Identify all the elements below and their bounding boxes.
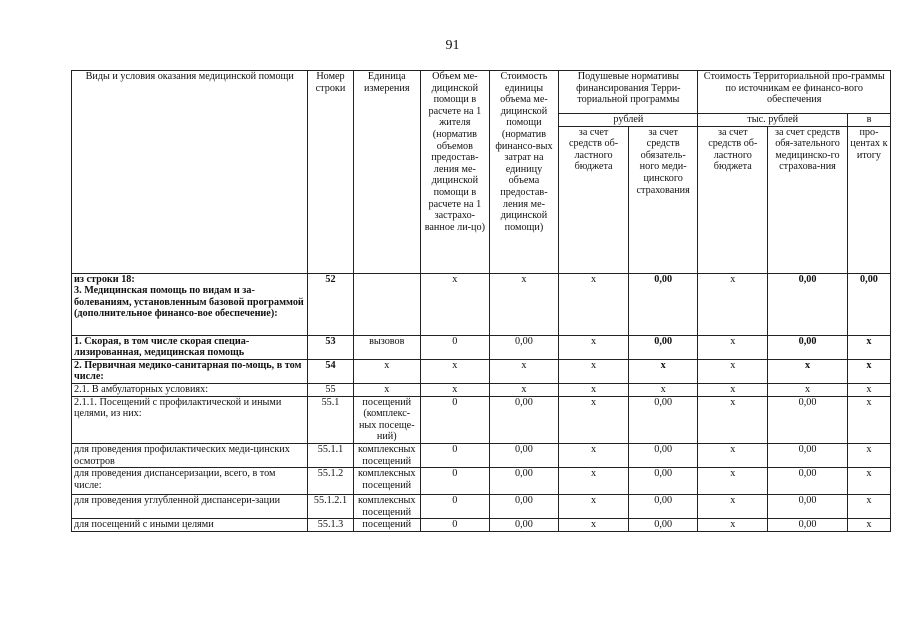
table-row — [72, 443, 891, 467]
cell-v3: x — [559, 273, 629, 335]
cell-v1: 0 — [421, 335, 490, 359]
cell-v1: x — [421, 359, 490, 383]
header-thousand-rubles: тыс. рублей — [698, 114, 847, 127]
header-volume: Объем ме-дицинской помощи в расчете на 1 жителя (норматив объемов предостав-ления ме-дицинской помощи в расчете на 1 застрахо-ванное ли-цо) — [421, 71, 490, 274]
cell-v7: x — [847, 383, 890, 396]
row-name: 2. Первичная медико-санитарная по-мощь, в том числе: — [72, 359, 308, 383]
table-row — [72, 273, 891, 335]
table-row — [72, 335, 891, 359]
cell-v1: 0 — [421, 468, 490, 495]
cell-v7: x — [847, 495, 890, 519]
header-rubles: рублей — [559, 114, 698, 127]
cell-v1: x — [421, 383, 490, 396]
cell-v4: 0,00 — [628, 443, 698, 467]
cell-unit: вызовов — [353, 335, 421, 359]
cell-v6: 0,00 — [768, 495, 848, 519]
header-per-capita-group: Подушевые нормативы финансирования Терри-ториальной программы — [559, 71, 698, 114]
cell-v3: x — [559, 468, 629, 495]
cell-v4: 0,00 — [628, 495, 698, 519]
cell-unit: комплексных посещений — [353, 443, 421, 467]
header-regional-budget-thous: за счет средств об-ластного бюджета — [698, 126, 768, 273]
table-row — [72, 396, 891, 443]
cell-unit: x — [353, 383, 421, 396]
cell-num: 55.1.2.1 — [308, 495, 353, 519]
header-oms-thous: за счет средств обя-зательного медицинско-го страхова-ния — [768, 126, 848, 273]
cell-v4: 0,00 — [628, 519, 698, 532]
cell-v5: x — [698, 443, 768, 467]
cell-num: 55.1.2 — [308, 468, 353, 495]
cell-unit: посещений — [353, 519, 421, 532]
header-unit: Единица измерения — [353, 71, 421, 274]
cell-num: 55 — [308, 383, 353, 396]
cell-v7: x — [847, 468, 890, 495]
cell-v4: x — [628, 383, 698, 396]
cell-v7: x — [847, 359, 890, 383]
cell-v4: x — [628, 359, 698, 383]
cell-v2: x — [489, 383, 559, 396]
cell-v4: 0,00 — [628, 396, 698, 443]
row-name: 2.1. В амбулаторных условиях: — [72, 383, 308, 396]
cell-unit — [353, 273, 421, 335]
cell-num: 55.1.3 — [308, 519, 353, 532]
row-name: для проведения углубленной диспансери-зации — [72, 495, 308, 519]
cell-v4: 0,00 — [628, 273, 698, 335]
table-row — [72, 359, 891, 383]
table-row — [72, 495, 891, 519]
cell-v4: 0,00 — [628, 468, 698, 495]
cell-unit: посещений (комплекс-ных посеще-ний) — [353, 396, 421, 443]
cell-v6: x — [768, 359, 848, 383]
financing-table — [71, 70, 891, 532]
cell-v2: 0,00 — [489, 495, 559, 519]
row-name: для проведения профилактических меди-цинских осмотров — [72, 443, 308, 467]
row-name: 1. Скорая, в том числе скорая специа-лизированная, медицинская помощь — [72, 335, 308, 359]
page-number: 91 — [445, 38, 460, 53]
cell-num: 54 — [308, 359, 353, 383]
cell-v6: x — [768, 383, 848, 396]
cell-v7: x — [847, 443, 890, 467]
cell-v1: 0 — [421, 396, 490, 443]
cell-v7: x — [847, 335, 890, 359]
header-program-cost-group: Стоимость Территориальной про-граммы по источникам ее финансо-вого обеспечения — [698, 71, 891, 114]
cell-num: 55.1.1 — [308, 443, 353, 467]
header-regional-budget-rub: за счет средств об-ластного бюджета — [559, 126, 629, 273]
cell-num: 53 — [308, 335, 353, 359]
cell-v5: x — [698, 468, 768, 495]
cell-v2: 0,00 — [489, 335, 559, 359]
cell-v3: x — [559, 443, 629, 467]
cell-v2: x — [489, 273, 559, 335]
cell-unit: x — [353, 359, 421, 383]
cell-v5: x — [698, 495, 768, 519]
cell-num: 52 — [308, 273, 353, 335]
cell-v5: x — [698, 396, 768, 443]
header-kind: Виды и условия оказания медицинской помощи — [72, 71, 308, 274]
cell-v2: 0,00 — [489, 443, 559, 467]
cell-v5: x — [698, 273, 768, 335]
table-header — [72, 71, 891, 274]
header-unit-cost: Стоимость единицы объема ме-дицинской помощи (норматив финансо-вых затрат на единицу объема предостав-ления ме-дицинской помощи) — [489, 71, 559, 274]
cell-unit: комплексных посещений — [353, 495, 421, 519]
cell-v6: 0,00 — [768, 443, 848, 467]
cell-v5: x — [698, 335, 768, 359]
cell-v3: x — [559, 383, 629, 396]
cell-v6: 0,00 — [768, 335, 848, 359]
table-row — [72, 468, 891, 495]
cell-v1: 0 — [421, 519, 490, 532]
cell-v4: 0,00 — [628, 335, 698, 359]
cell-num: 55.1 — [308, 396, 353, 443]
cell-unit: комплексных посещений — [353, 468, 421, 495]
cell-v3: x — [559, 495, 629, 519]
header-row-number: Номер строки — [308, 71, 353, 274]
cell-v7: 0,00 — [847, 273, 890, 335]
cell-v6: 0,00 — [768, 468, 848, 495]
cell-v1: 0 — [421, 443, 490, 467]
cell-v2: 0,00 — [489, 468, 559, 495]
cell-v1: x — [421, 273, 490, 335]
table-row — [72, 519, 891, 532]
cell-v1: 0 — [421, 495, 490, 519]
cell-v5: x — [698, 359, 768, 383]
row-name: для проведения диспансеризации, всего, в том числе: — [72, 468, 308, 495]
cell-v6: 0,00 — [768, 519, 848, 532]
cell-v5: x — [698, 383, 768, 396]
table-body — [72, 273, 891, 531]
cell-v3: x — [559, 519, 629, 532]
row-name: для посещений с иными целями — [72, 519, 308, 532]
cell-v2: 0,00 — [489, 519, 559, 532]
cell-v5: x — [698, 519, 768, 532]
cell-v3: x — [559, 396, 629, 443]
header-percent-total: про-центах к итогу — [847, 126, 890, 273]
table-row — [72, 383, 891, 396]
header-percent-top: в — [847, 114, 890, 127]
cell-v7: x — [847, 519, 890, 532]
header-oms-rub: за счет средств обязатель-ного меди-цинского страхования — [628, 126, 698, 273]
cell-v3: x — [559, 335, 629, 359]
cell-v3: x — [559, 359, 629, 383]
row-name: из строки 18: 3. Медицинская помощь по видам и за-болеваниям, установленным базовой программой (дополнительное финансо-вое обеспечение): — [72, 273, 308, 335]
cell-v2: x — [489, 359, 559, 383]
cell-v6: 0,00 — [768, 396, 848, 443]
cell-v2: 0,00 — [489, 396, 559, 443]
cell-v7: x — [847, 396, 890, 443]
cell-v6: 0,00 — [768, 273, 848, 335]
row-name: 2.1.1. Посещений с профилактической и иными целями, из них: — [72, 396, 308, 443]
